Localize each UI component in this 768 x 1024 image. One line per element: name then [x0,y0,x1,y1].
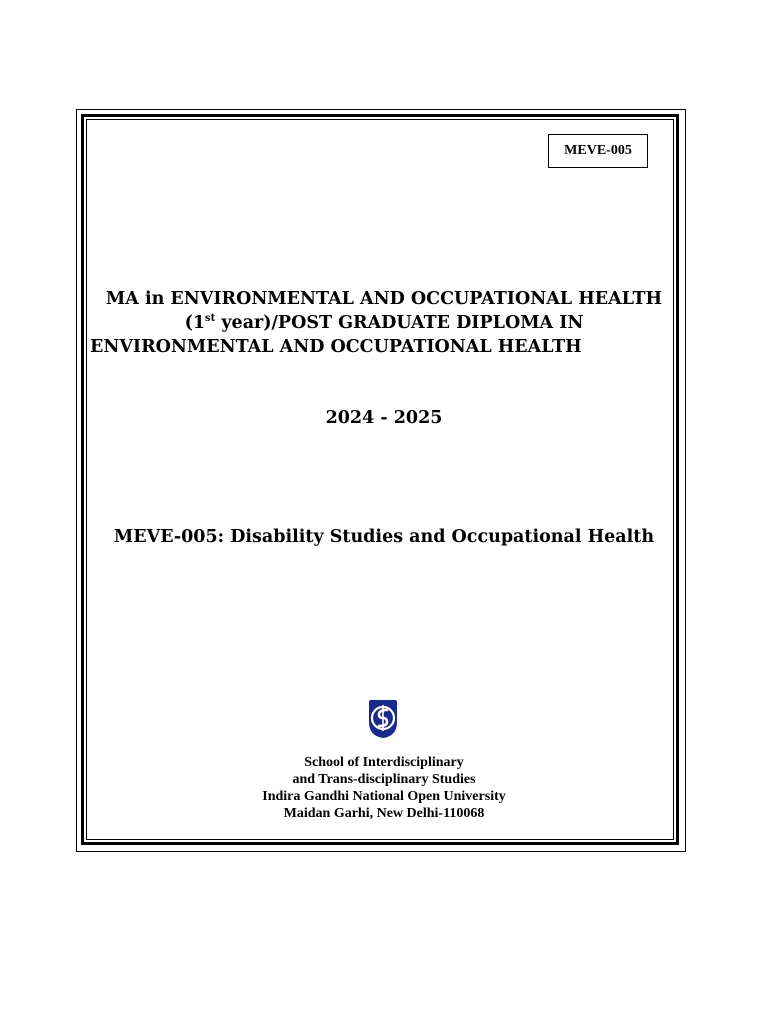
course-code-box [548,134,648,168]
institution-address [88,754,680,822]
programme-title [88,287,680,359]
ignou-logo-icon [363,698,403,740]
title-line-2-suffix: year)/POST GRADUATE DIPLOMA IN [215,313,584,333]
address-line-2: and Trans-disciplinary Studies [292,772,476,787]
address-line-3: Indira Gandhi National Open University [262,789,506,804]
course-title: MEVE-005: Disability Studies and Occupational Health [113,527,655,547]
title-line-2-sup: st [205,313,216,325]
session-year: 2024 - 2025 [325,408,443,428]
title-line-2 [88,311,680,335]
address-line-1: School of Interdisciplinary [304,755,464,770]
address-line-4: Maidan Garhi, New Delhi-110068 [283,806,485,821]
title-line-3: ENVIRONMENTAL AND OCCUPATIONAL HEALTH [90,337,582,357]
title-line-1: MA in ENVIRONMENTAL AND OCCUPATIONAL HEALTH [105,289,663,309]
title-line-2-prefix: (1 [184,313,206,333]
course-code-text: MEVE-005 [564,143,632,158]
